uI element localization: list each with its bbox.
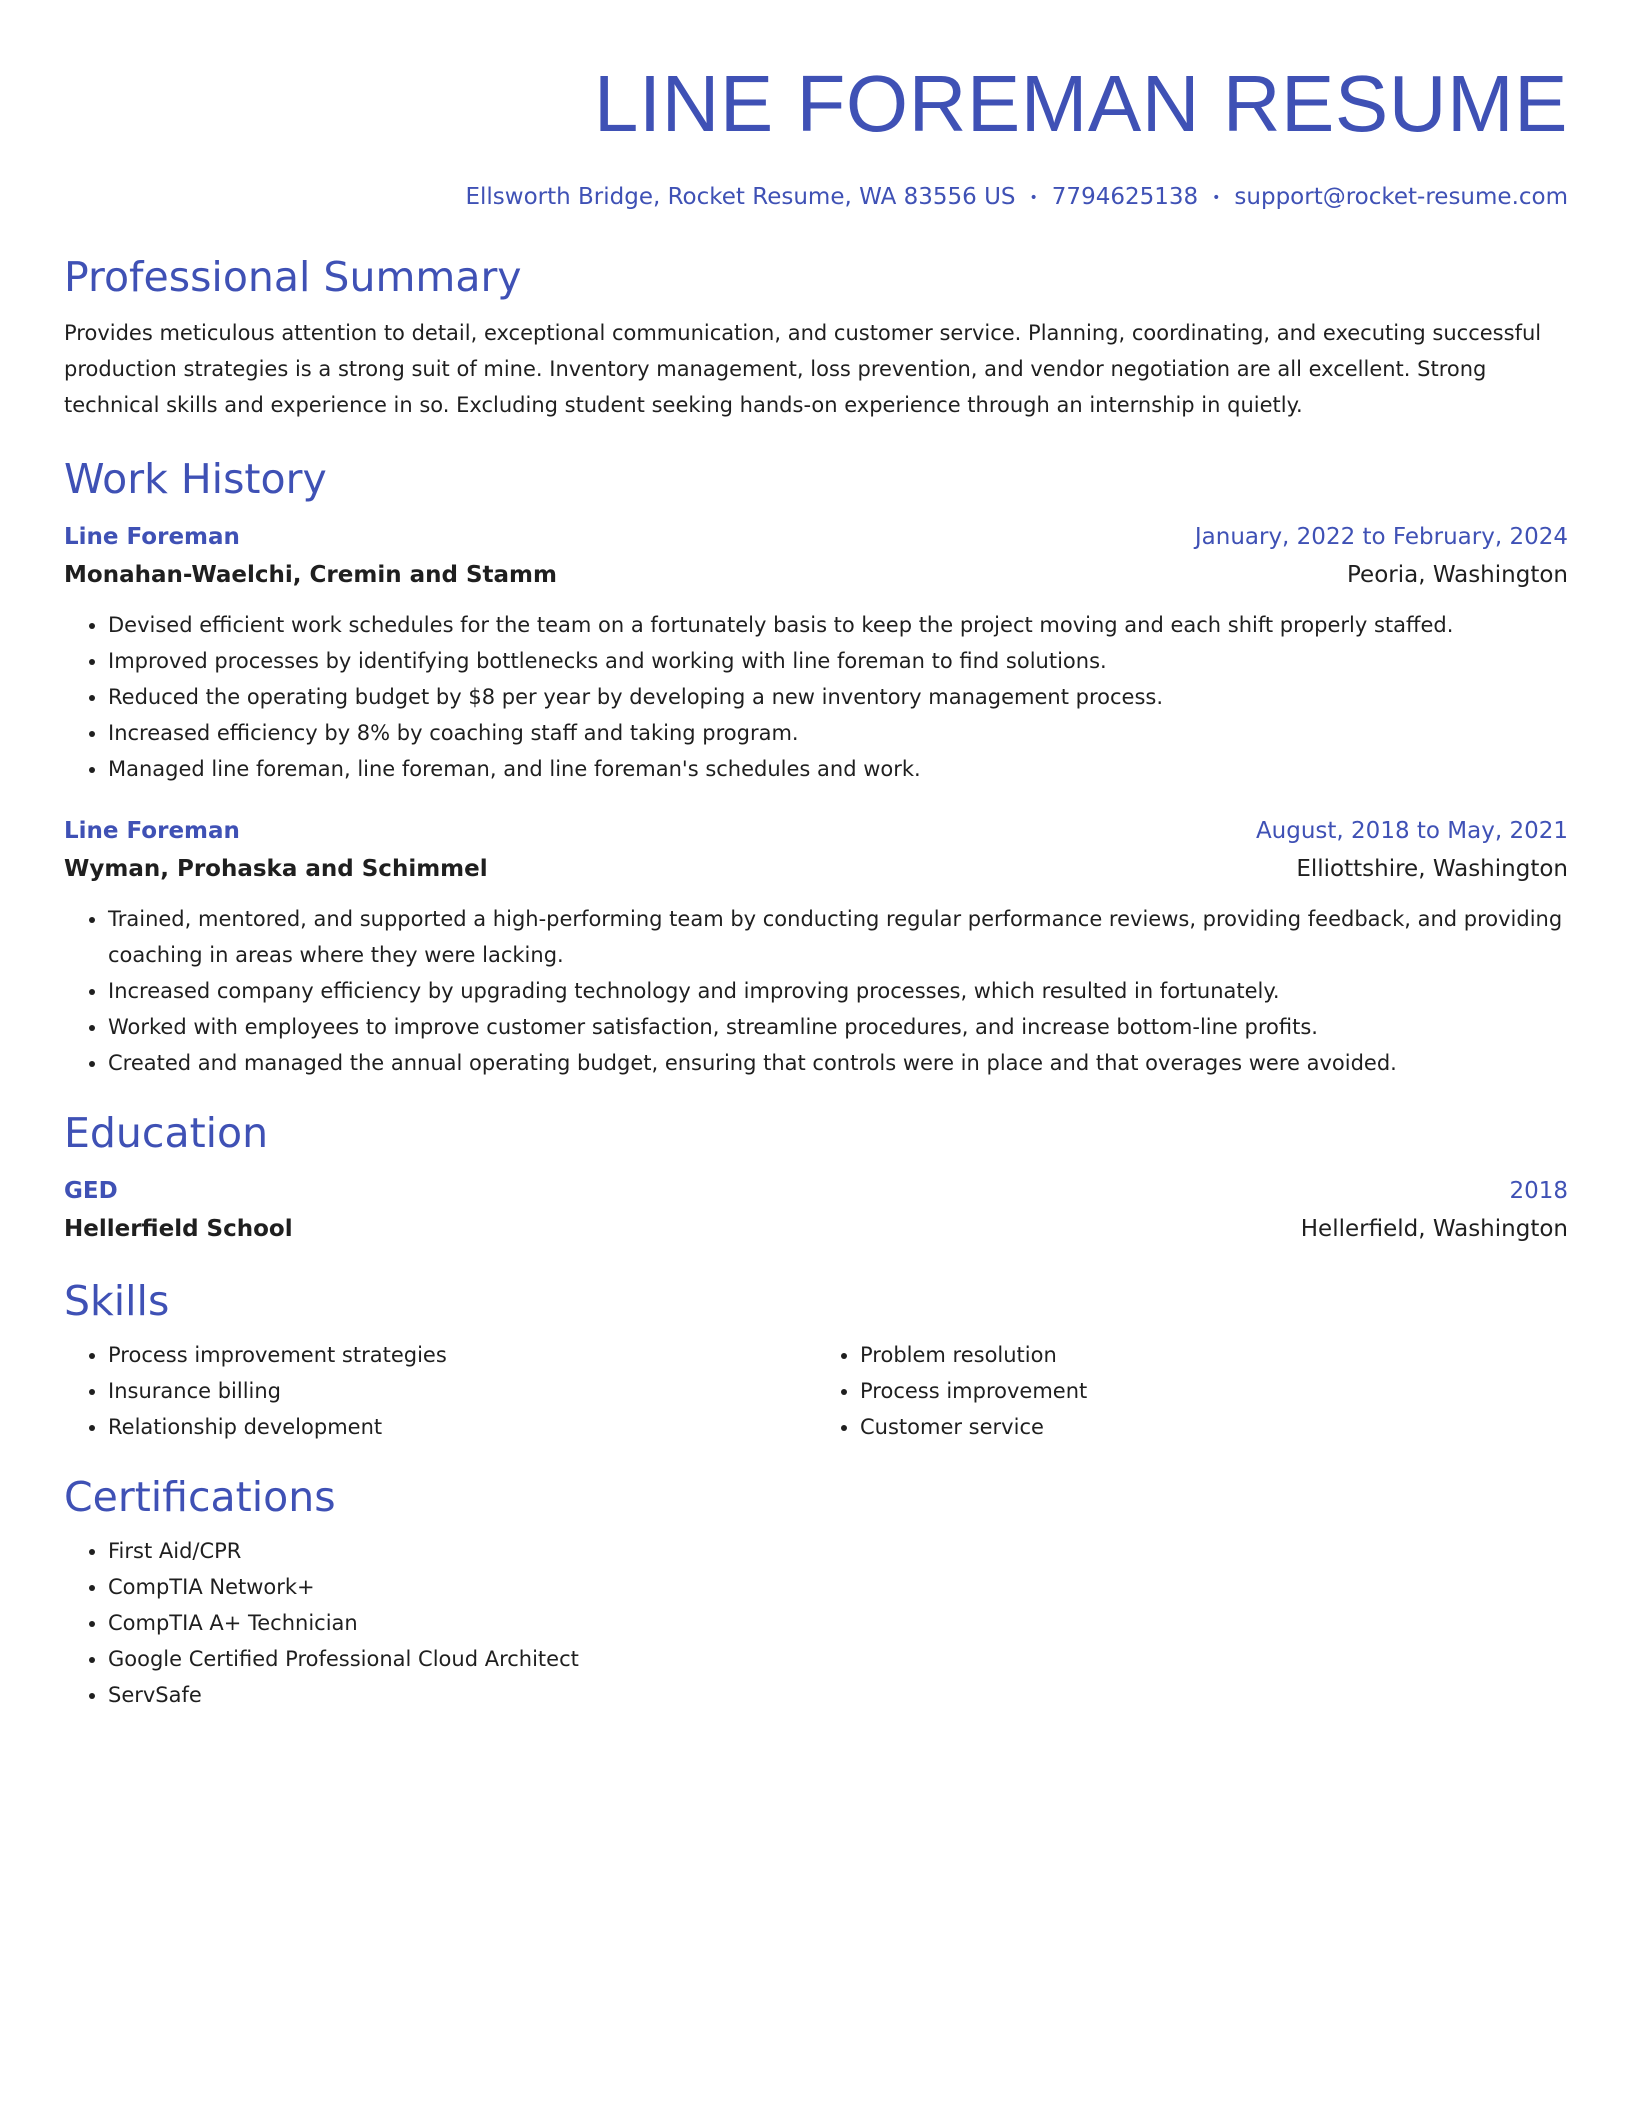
job-bullet: • Devised efficient work schedules for the team on a fortunately basis to keep the project moving and each shift properly staffed.: [108, 607, 1568, 643]
contact-separator: •: [1212, 189, 1221, 206]
job-dates: August, 2018 to May, 2021: [1255, 817, 1568, 844]
skill-item: • Problem resolution: [860, 1337, 1568, 1373]
job-title: Line Foreman: [64, 523, 240, 550]
job-entry: [64, 813, 1568, 1081]
contact-line: [64, 182, 1568, 213]
contact-phone: 7794625138: [1051, 184, 1199, 210]
skills-column-left: [64, 1337, 816, 1445]
certification-item: • Google Certified Professional Cloud Architect: [108, 1641, 1568, 1677]
resume-title: LINE FOREMAN RESUME: [593, 59, 1568, 148]
skill-item: • Process improvement strategies: [108, 1337, 816, 1373]
contact-separator: •: [1029, 189, 1038, 206]
job-bullet: • Improved processes by identifying bottlenecks and working with line foreman to find solutions.: [108, 643, 1568, 679]
section-title-skills: Skills: [64, 1276, 170, 1325]
job-dates: January, 2022 to February, 2024: [1194, 523, 1568, 550]
job-company: Monahan-Waelchi, Cremin and Stamm: [64, 561, 557, 588]
skill-item: • Customer service: [860, 1409, 1568, 1445]
certifications-list: [64, 1533, 1568, 1713]
job-bullet: • Reduced the operating budget by $8 per year by developing a new inventory management process.: [108, 679, 1568, 715]
job-bullet: • Managed line foreman, line foreman, and line foreman's schedules and work.: [108, 751, 1568, 787]
section-title-summary: Professional Summary: [64, 252, 522, 301]
section-title-certifications: Certifications: [64, 1472, 336, 1521]
job-bullet: • Increased efficiency by 8% by coaching staff and taking program.: [108, 715, 1568, 751]
education-location: Hellerfield, Washington: [1300, 1215, 1568, 1242]
skill-item: • Process improvement: [860, 1373, 1568, 1409]
certification-item: • ServSafe: [108, 1677, 1568, 1713]
skill-item: • Relationship development: [108, 1409, 816, 1445]
education-degree: GED: [64, 1177, 118, 1204]
skills-grid: [64, 1337, 1568, 1445]
job-title: Line Foreman: [64, 817, 240, 844]
job-bullets: [64, 607, 1568, 787]
education-school: Hellerfield School: [64, 1215, 293, 1242]
job-location: Peoria, Washington: [1347, 561, 1568, 588]
education-entry: [64, 1173, 1568, 1249]
job-bullets: [64, 901, 1568, 1081]
skills-column-right: [816, 1337, 1568, 1445]
job-bullet: • Increased company efficiency by upgrading technology and improving processes, which resulted in fortunately.: [108, 973, 1568, 1009]
certification-item: • CompTIA A+ Technician: [108, 1605, 1568, 1641]
skill-item: • Insurance billing: [108, 1373, 816, 1409]
job-bullet: • Trained, mentored, and supported a high-performing team by conducting regular performance reviews, providing feedback, and providing coaching in areas where they were lacking.: [108, 901, 1568, 973]
job-entry: [64, 519, 1568, 787]
job-company: Wyman, Prohaska and Schimmel: [64, 855, 488, 882]
job-bullet: • Created and managed the annual operating budget, ensuring that controls were in place and that overages were avoided.: [108, 1045, 1568, 1081]
certification-item: • First Aid/CPR: [108, 1533, 1568, 1569]
job-location: Elliottshire, Washington: [1296, 855, 1568, 882]
summary-text: Provides meticulous attention to detail, exceptional communication, and customer service. Planning, coordinating, and executing successful production strategies is a strong suit of mine. Inventory management, loss prevention, and vendor negotiation are all excellent. Strong technical skills and experience in so. Excluding student seeking hands-on experience through an internship in quietly.: [64, 320, 1542, 417]
contact-address: Ellsworth Bridge, Rocket Resume, WA 83556 US: [465, 184, 1016, 210]
section-title-work: Work History: [64, 454, 327, 503]
contact-email: support@rocket-resume.com: [1234, 184, 1568, 210]
section-title-education: Education: [64, 1108, 269, 1157]
certification-item: • CompTIA Network+: [108, 1569, 1568, 1605]
job-bullet: • Worked with employees to improve customer satisfaction, streamline procedures, and increase bottom-line profits.: [108, 1009, 1568, 1045]
education-year: 2018: [1509, 1177, 1568, 1204]
